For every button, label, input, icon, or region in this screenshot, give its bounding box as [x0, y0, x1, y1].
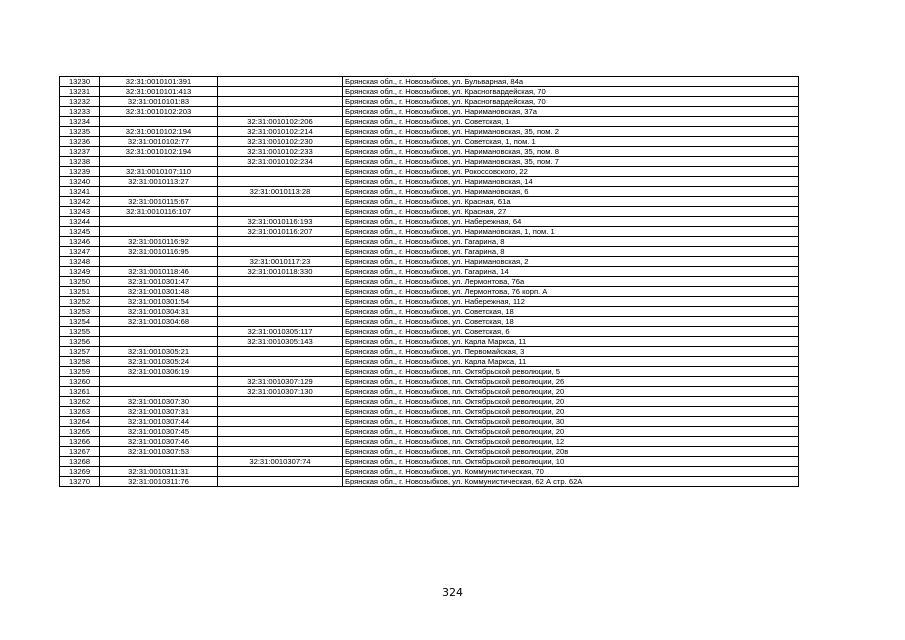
- table-row: [60, 227, 799, 237]
- address-cell: Брянская обл., г. Новозыбков, ул. Гагарина, 14: [343, 267, 799, 277]
- building-cadastral-number-cell: 32:31:0010116:207: [218, 227, 343, 237]
- address-cell: Брянская обл., г. Новозыбков, ул. Карла Маркса, 11: [343, 357, 799, 367]
- table-row: [60, 217, 799, 227]
- land-cadastral-number-cell: 32:31:0010304:31: [100, 307, 218, 317]
- building-cadastral-number-cell: [218, 427, 343, 437]
- row-number-cell: 13242: [60, 197, 100, 207]
- building-cadastral-number-cell: [218, 237, 343, 247]
- table-row: [60, 187, 799, 197]
- address-cell: Брянская обл., г. Новозыбков, ул. Рокоссовского, 22: [343, 167, 799, 177]
- land-cadastral-number-cell: 32:31:0010307:30: [100, 397, 218, 407]
- building-cadastral-number-cell: 32:31:0010307:130: [218, 387, 343, 397]
- building-cadastral-number-cell: [218, 367, 343, 377]
- row-number-cell: 13249: [60, 267, 100, 277]
- address-cell: Брянская обл., г. Новозыбков, пл. Октябрьской революции, 20: [343, 407, 799, 417]
- row-number-cell: 13248: [60, 257, 100, 267]
- row-number-cell: 13241: [60, 187, 100, 197]
- row-number-cell: 13259: [60, 367, 100, 377]
- address-cell: Брянская обл., г. Новозыбков, пл. Октябрьской революции, 5: [343, 367, 799, 377]
- row-number-cell: 13266: [60, 437, 100, 447]
- address-cell: Брянская обл., г. Новозыбков, пл. Октябрьской революции, 30: [343, 417, 799, 427]
- land-cadastral-number-cell: 32:31:0010311:31: [100, 467, 218, 477]
- building-cadastral-number-cell: [218, 247, 343, 257]
- address-cell: Брянская обл., г. Новозыбков, ул. Бульварная, 84а: [343, 77, 799, 87]
- building-cadastral-number-cell: 32:31:0010116:193: [218, 217, 343, 227]
- address-cell: Брянская обл., г. Новозыбков, ул. Наримановская, 14: [343, 177, 799, 187]
- land-cadastral-number-cell: [100, 227, 218, 237]
- building-cadastral-number-cell: [218, 307, 343, 317]
- address-cell: Брянская обл., г. Новозыбков, ул. Набережная, 112: [343, 297, 799, 307]
- land-cadastral-number-cell: [100, 327, 218, 337]
- land-cadastral-number-cell: 32:31:0010307:45: [100, 427, 218, 437]
- land-cadastral-number-cell: [100, 257, 218, 267]
- land-cadastral-number-cell: [100, 457, 218, 467]
- row-number-cell: 13267: [60, 447, 100, 457]
- row-number-cell: 13232: [60, 97, 100, 107]
- table-row: [60, 457, 799, 467]
- row-number-cell: 13235: [60, 127, 100, 137]
- land-cadastral-number-cell: 32:31:0010307:44: [100, 417, 218, 427]
- address-cell: Брянская обл., г. Новозыбков, пл. Октябрьской революции, 20: [343, 387, 799, 397]
- building-cadastral-number-cell: [218, 167, 343, 177]
- table-row: [60, 247, 799, 257]
- address-cell: Брянская обл., г. Новозыбков, ул. Советская, 18: [343, 307, 799, 317]
- land-cadastral-number-cell: 32:31:0010301:47: [100, 277, 218, 287]
- building-cadastral-number-cell: [218, 447, 343, 457]
- page-number: 324: [442, 586, 463, 599]
- row-number-cell: 13258: [60, 357, 100, 367]
- land-cadastral-number-cell: 32:31:0010116:92: [100, 237, 218, 247]
- address-cell: Брянская обл., г. Новозыбков, ул. Гагарина, 8: [343, 247, 799, 257]
- building-cadastral-number-cell: [218, 347, 343, 357]
- table-row: [60, 297, 799, 307]
- table-row: [60, 347, 799, 357]
- building-cadastral-number-cell: [218, 437, 343, 447]
- land-cadastral-number-cell: 32:31:0010102:77: [100, 137, 218, 147]
- address-cell: Брянская обл., г. Новозыбков, ул. Советская, 6: [343, 327, 799, 337]
- cadastral-table-container: [59, 76, 799, 487]
- row-number-cell: 13236: [60, 137, 100, 147]
- address-cell: Брянская обл., г. Новозыбков, ул. Коммунистическая, 70: [343, 467, 799, 477]
- table-row: [60, 147, 799, 157]
- building-cadastral-number-cell: 32:31:0010102:233: [218, 147, 343, 157]
- building-cadastral-number-cell: 32:31:0010113:28: [218, 187, 343, 197]
- table-row: [60, 237, 799, 247]
- building-cadastral-number-cell: [218, 287, 343, 297]
- land-cadastral-number-cell: 32:31:0010304:68: [100, 317, 218, 327]
- address-cell: Брянская обл., г. Новозыбков, пл. Октябрьской революции, 26: [343, 377, 799, 387]
- row-number-cell: 13234: [60, 117, 100, 127]
- row-number-cell: 13230: [60, 77, 100, 87]
- row-number-cell: 13257: [60, 347, 100, 357]
- building-cadastral-number-cell: 32:31:0010102:206: [218, 117, 343, 127]
- building-cadastral-number-cell: [218, 207, 343, 217]
- address-cell: Брянская обл., г. Новозыбков, ул. Наримановская, 35, пом. 2: [343, 127, 799, 137]
- address-cell: Брянская обл., г. Новозыбков, ул. Первомайская, 3: [343, 347, 799, 357]
- address-cell: Брянская обл., г. Новозыбков, ул. Лермонтова, 76а: [343, 277, 799, 287]
- land-cadastral-number-cell: 32:31:0010307:46: [100, 437, 218, 447]
- land-cadastral-number-cell: 32:31:0010305:21: [100, 347, 218, 357]
- row-number-cell: 13254: [60, 317, 100, 327]
- table-row: [60, 137, 799, 147]
- land-cadastral-number-cell: 32:31:0010305:24: [100, 357, 218, 367]
- building-cadastral-number-cell: [218, 297, 343, 307]
- building-cadastral-number-cell: [218, 417, 343, 427]
- table-row: [60, 87, 799, 97]
- land-cadastral-number-cell: 32:31:0010101:83: [100, 97, 218, 107]
- land-cadastral-number-cell: 32:31:0010101:391: [100, 77, 218, 87]
- row-number-cell: 13260: [60, 377, 100, 387]
- table-row: [60, 77, 799, 87]
- table-row: [60, 387, 799, 397]
- table-row: [60, 197, 799, 207]
- address-cell: Брянская обл., г. Новозыбков, ул. Набережная, 64: [343, 217, 799, 227]
- table-row: [60, 337, 799, 347]
- building-cadastral-number-cell: 32:31:0010117:23: [218, 257, 343, 267]
- row-number-cell: 13265: [60, 427, 100, 437]
- land-cadastral-number-cell: 32:31:0010115:67: [100, 197, 218, 207]
- table-row: [60, 127, 799, 137]
- table-row: [60, 437, 799, 447]
- address-cell: Брянская обл., г. Новозыбков, ул. Советская, 18: [343, 317, 799, 327]
- row-number-cell: 13270: [60, 477, 100, 487]
- land-cadastral-number-cell: [100, 377, 218, 387]
- land-cadastral-number-cell: [100, 157, 218, 167]
- address-cell: Брянская обл., г. Новозыбков, ул. Красная, 61а: [343, 197, 799, 207]
- row-number-cell: 13237: [60, 147, 100, 157]
- table-row: [60, 97, 799, 107]
- building-cadastral-number-cell: 32:31:0010307:74: [218, 457, 343, 467]
- building-cadastral-number-cell: [218, 277, 343, 287]
- address-cell: Брянская обл., г. Новозыбков, ул. Наримановская, 2: [343, 257, 799, 267]
- address-cell: Брянская обл., г. Новозыбков, пл. Октябрьской революции, 12: [343, 437, 799, 447]
- land-cadastral-number-cell: 32:31:0010102:203: [100, 107, 218, 117]
- row-number-cell: 13244: [60, 217, 100, 227]
- address-cell: Брянская обл., г. Новозыбков, пл. Октябрьской революции, 20в: [343, 447, 799, 457]
- row-number-cell: 13263: [60, 407, 100, 417]
- table-row: [60, 467, 799, 477]
- table-row: [60, 377, 799, 387]
- building-cadastral-number-cell: 32:31:0010305:117: [218, 327, 343, 337]
- table-row: [60, 367, 799, 377]
- table-row: [60, 257, 799, 267]
- address-cell: Брянская обл., г. Новозыбков, пл. Октябрьской революции, 10: [343, 457, 799, 467]
- row-number-cell: 13268: [60, 457, 100, 467]
- address-cell: Брянская обл., г. Новозыбков, ул. Советская, 1, пом. 1: [343, 137, 799, 147]
- table-row: [60, 277, 799, 287]
- land-cadastral-number-cell: 32:31:0010102:194: [100, 147, 218, 157]
- land-cadastral-number-cell: 32:31:0010301:54: [100, 297, 218, 307]
- land-cadastral-number-cell: 32:31:0010118:46: [100, 267, 218, 277]
- building-cadastral-number-cell: [218, 97, 343, 107]
- address-cell: Брянская обл., г. Новозыбков, ул. Наримановская, 37а: [343, 107, 799, 117]
- building-cadastral-number-cell: 32:31:0010118:330: [218, 267, 343, 277]
- address-cell: Брянская обл., г. Новозыбков, пл. Октябрьской революции, 20: [343, 397, 799, 407]
- building-cadastral-number-cell: 32:31:0010102:214: [218, 127, 343, 137]
- address-cell: Брянская обл., г. Новозыбков, пл. Октябрьской революции, 20: [343, 427, 799, 437]
- row-number-cell: 13261: [60, 387, 100, 397]
- table-row: [60, 397, 799, 407]
- land-cadastral-number-cell: [100, 217, 218, 227]
- table-row: [60, 307, 799, 317]
- address-cell: Брянская обл., г. Новозыбков, ул. Наримановская, 6: [343, 187, 799, 197]
- land-cadastral-number-cell: [100, 337, 218, 347]
- row-number-cell: 13246: [60, 237, 100, 247]
- building-cadastral-number-cell: 32:31:0010305:143: [218, 337, 343, 347]
- table-row: [60, 407, 799, 417]
- land-cadastral-number-cell: 32:31:0010307:53: [100, 447, 218, 457]
- address-cell: Брянская обл., г. Новозыбков, ул. Коммунистическая, 62 А стр. 62А: [343, 477, 799, 487]
- building-cadastral-number-cell: [218, 467, 343, 477]
- table-row: [60, 327, 799, 337]
- row-number-cell: 13233: [60, 107, 100, 117]
- table-row: [60, 357, 799, 367]
- building-cadastral-number-cell: [218, 407, 343, 417]
- table-row: [60, 317, 799, 327]
- table-row: [60, 117, 799, 127]
- row-number-cell: 13240: [60, 177, 100, 187]
- address-cell: Брянская обл., г. Новозыбков, ул. Красногвардейская, 70: [343, 87, 799, 97]
- row-number-cell: 13238: [60, 157, 100, 167]
- address-cell: Брянская обл., г. Новозыбков, ул. Красная, 27: [343, 207, 799, 217]
- land-cadastral-number-cell: 32:31:0010306:19: [100, 367, 218, 377]
- land-cadastral-number-cell: 32:31:0010113:27: [100, 177, 218, 187]
- row-number-cell: 13256: [60, 337, 100, 347]
- row-number-cell: 13245: [60, 227, 100, 237]
- row-number-cell: 13253: [60, 307, 100, 317]
- building-cadastral-number-cell: [218, 477, 343, 487]
- table-row: [60, 157, 799, 167]
- table-row: [60, 107, 799, 117]
- row-number-cell: 13247: [60, 247, 100, 257]
- building-cadastral-number-cell: 32:31:0010102:234: [218, 157, 343, 167]
- address-cell: Брянская обл., г. Новозыбков, ул. Наримановская, 1, пом. 1: [343, 227, 799, 237]
- table-body: [60, 77, 799, 487]
- table-row: [60, 167, 799, 177]
- address-cell: Брянская обл., г. Новозыбков, ул. Наримановская, 35, пом. 8: [343, 147, 799, 157]
- building-cadastral-number-cell: [218, 87, 343, 97]
- address-cell: Брянская обл., г. Новозыбков, ул. Красногвардейская, 70: [343, 97, 799, 107]
- land-cadastral-number-cell: 32:31:0010301:48: [100, 287, 218, 297]
- building-cadastral-number-cell: 32:31:0010307:129: [218, 377, 343, 387]
- building-cadastral-number-cell: [218, 107, 343, 117]
- address-cell: Брянская обл., г. Новозыбков, ул. Карла Маркса, 11: [343, 337, 799, 347]
- address-cell: Брянская обл., г. Новозыбков, ул. Гагарина, 8: [343, 237, 799, 247]
- table-row: [60, 427, 799, 437]
- table-row: [60, 417, 799, 427]
- cadastral-table: [59, 76, 799, 487]
- building-cadastral-number-cell: [218, 357, 343, 367]
- building-cadastral-number-cell: [218, 77, 343, 87]
- building-cadastral-number-cell: [218, 177, 343, 187]
- row-number-cell: 13264: [60, 417, 100, 427]
- table-row: [60, 207, 799, 217]
- row-number-cell: 13269: [60, 467, 100, 477]
- building-cadastral-number-cell: [218, 397, 343, 407]
- table-row: [60, 267, 799, 277]
- row-number-cell: 13231: [60, 87, 100, 97]
- land-cadastral-number-cell: 32:31:0010101:413: [100, 87, 218, 97]
- building-cadastral-number-cell: [218, 197, 343, 207]
- building-cadastral-number-cell: [218, 317, 343, 327]
- row-number-cell: 13252: [60, 297, 100, 307]
- land-cadastral-number-cell: 32:31:0010107:110: [100, 167, 218, 177]
- building-cadastral-number-cell: 32:31:0010102:230: [218, 137, 343, 147]
- land-cadastral-number-cell: 32:31:0010311:76: [100, 477, 218, 487]
- address-cell: Брянская обл., г. Новозыбков, ул. Советская, 1: [343, 117, 799, 127]
- table-row: [60, 287, 799, 297]
- table-row: [60, 447, 799, 457]
- table-row: [60, 477, 799, 487]
- row-number-cell: 13239: [60, 167, 100, 177]
- row-number-cell: 13251: [60, 287, 100, 297]
- address-cell: Брянская обл., г. Новозыбков, ул. Наримановская, 35, пом. 7: [343, 157, 799, 167]
- row-number-cell: 13262: [60, 397, 100, 407]
- land-cadastral-number-cell: [100, 387, 218, 397]
- table-row: [60, 177, 799, 187]
- land-cadastral-number-cell: 32:31:0010116:107: [100, 207, 218, 217]
- row-number-cell: 13250: [60, 277, 100, 287]
- row-number-cell: 13255: [60, 327, 100, 337]
- address-cell: Брянская обл., г. Новозыбков, ул. Лермонтова, 76 корп. А: [343, 287, 799, 297]
- land-cadastral-number-cell: 32:31:0010102:194: [100, 127, 218, 137]
- land-cadastral-number-cell: 32:31:0010116:95: [100, 247, 218, 257]
- row-number-cell: 13243: [60, 207, 100, 217]
- land-cadastral-number-cell: [100, 187, 218, 197]
- land-cadastral-number-cell: 32:31:0010307:31: [100, 407, 218, 417]
- land-cadastral-number-cell: [100, 117, 218, 127]
